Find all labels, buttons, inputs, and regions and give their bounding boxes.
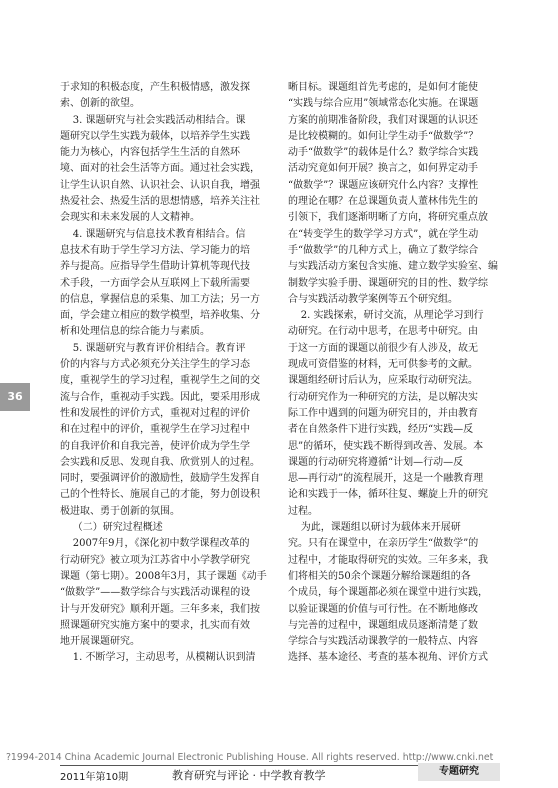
text-line: 题研究以学生实践为载体，以培养学生实践 [60,130,250,142]
text-line: 能力为核心，内容包括学生生活的自然环 [60,147,240,159]
text-line: 思”的循环，使实践不断得到改善、发展。本 [288,440,484,452]
text-line: 过程。 [288,505,318,517]
text-line: 2007年9月，《深化初中数学课程改革的 [60,538,250,550]
text-line: （二）研究过程概述 [60,522,163,534]
text-line: 养与提高。应指导学生借助计算机等现代技 [60,261,250,273]
footer-issue: 2011年第10期 [60,772,129,783]
text-line: 极进取、勇于创新的氛围。 [60,505,180,517]
text-line: 和在过程中的评价，重视学生在学习过程中 [60,424,250,436]
text-line: 的自我评价和自我完善，使评价成为学生学 [60,440,250,452]
text-line: 者在自然条件下进行实践，经历“实践—反 [288,424,474,436]
text-line: 行动研究作为一种研究的方法，是以解决实 [288,391,478,403]
text-line: 过程中，才能取得研究的实效。三年多来，我 [288,554,488,566]
text-line: 在“转变学生的数学学习方式”，就在学生动 [288,228,479,240]
text-line: “做数学”？课题应该研究什么内容？支撑性 [288,179,479,191]
text-line: 4. 课题研究与信息技术教育相结合。信 [60,228,246,240]
text-line: 为此，课题组以研讨为载体来开展研 [288,522,461,534]
text-line: 境、面对的社会生活等方面。通过社会实践， [60,163,260,175]
section-tag: 专题研究 [418,763,500,781]
text-line: 动手“做数学”的载体是什么？数学综合实践 [288,147,479,159]
text-line: 课题（第七期）。2008年3月，其子课题《动手 [60,570,267,582]
text-line: 息技术有助于学生学习方法、学习能力的培 [60,244,250,256]
text-line: 1. 不断学习，主动思考，从模糊认识到清 [60,652,256,664]
text-line: 学综合与实践活动课教学的一般特点、内容 [288,636,478,648]
text-line: 性和发展性的评价方式，重视对过程的评价 [60,407,250,419]
text-line: 与实践活动方案包含实施、建立数学实验室、编 [288,261,498,273]
text-line: 索、创新的欲望。 [60,98,140,110]
text-line: 术手段，一方面学会从互联网上下载所需要 [60,277,250,289]
text-line: 课题的行动研究将遵循“计划—行动—反 [288,456,464,468]
text-line: 是比较模糊的。如何让学生动手“做数学”？ [288,130,479,142]
text-line: 论和实践于一体，循环往复、螺旋上升的研究 [288,489,488,501]
text-line: 引领下，我们逐渐明晰了方向，将研究重点放 [288,212,488,224]
text-line: 动研究。在行动中思考，在思考中研究。由 [288,326,478,338]
text-line: 2. 实践探索，研讨交流，从理论学习到行 [288,310,484,322]
text-line: 己的个性特长、施展自己的才能，努力创设积 [60,489,260,501]
text-line: 合与实践活动教学案例等五个研究组。 [288,293,458,305]
text-line: 制数学实验手册、课题研究的目的性、数学综 [288,277,488,289]
page-number-tab: 36 [0,383,30,411]
text-line: 让学生认识自然、认识社会、认识自我，增强 [60,179,260,191]
footer-journal-title: 教育研究与评论 · 中学教育教学 [172,769,326,782]
text-line: 以验证课题的价值与可行性。在不断地修改 [288,603,478,615]
text-line: 选择、基本途径、考查的基本视角、评价方式 [288,652,488,664]
text-line: 思—再行动”的流程展开，这是一个融教育理 [288,473,484,485]
copyright-line: ?1994-2014 China Academic Journal Electronic Publishing House. All rights reserved. http://www.cnki.net [6,752,494,763]
text-line: 会现实和未来发展的人文精神。 [60,212,200,224]
text-line: 方案的前期准备阶段，我们对课题的认识还 [288,114,478,126]
text-line: 价的内容与方式必须充分关注学生的学习态 [60,359,250,371]
text-line: 个成员，每个课题都必须在课堂中进行实践， [288,587,488,599]
text-line: 行动研究》被立项为江苏省中小学教学研究 [60,554,250,566]
text-line: 于求知的积极态度，产生积极情感，激发探 [60,82,250,93]
text-line: 活动究竟如何开展？换言之，如何界定动手 [288,163,478,175]
text-line: 地开展课题研究。 [60,636,140,648]
text-line: 的信息，掌握信息的采集、加工方法；另一方 [60,293,260,305]
text-line: “做数学”——数学综合与实践活动课程的设 [60,587,251,599]
text-line: 5. 课题研究与教育评价相结合。教育评 [60,342,246,354]
left-text-column [60,80,272,667]
text-line: 晰目标。课题组首先考虑的，是如何才能使 [288,82,478,93]
text-line: 课题组经研讨后认为，应采取行动研究法。 [288,375,478,387]
text-line: 的理论在哪？在总课题负责人董林伟先生的 [288,196,478,208]
text-line: 与完善的过程中，课题组成员逐渐清楚了数 [288,619,478,631]
text-line: 照课题研究实施方案中的要求，扎实而有效 [60,619,250,631]
text-line: 热爱社会、热爱生活的思想情感，培养关注社 [60,196,260,208]
text-line: 流与合作，重视动手实践。因此，要采用形成 [60,391,260,403]
text-line: 究。只有在课堂中，在亲历学生“做数学”的 [288,538,479,550]
text-line: “实践与综合应用”领域常态化实施。在课题 [288,98,479,110]
text-line: 于这一方面的课题以前很少有人涉及，故无 [288,342,478,354]
text-line: 们将相关的50余个课题分解给课题组的各 [288,570,471,582]
text-line: 际工作中遇到的问题为研究目的，并由教育 [288,407,478,419]
text-line: 析和处理信息的综合能力与素质。 [60,326,210,338]
text-line: 手“做数学”的几种方式上，确立了数学综合 [288,244,479,256]
text-line: 会实践和反思、发现自我、欣赏别人的过程。 [60,456,260,468]
text-line: 同时，要强调评价的激励性，鼓励学生发挥自 [60,473,260,485]
text-line: 3. 课题研究与社会实践活动相结合。课 [60,114,246,126]
text-line: 现成可资借鉴的材料，无可供参考的文献。 [288,359,478,371]
right-text-column [288,80,500,667]
text-line: 度，重视学生的学习过程，重视学生之间的交 [60,375,260,387]
text-line: 面，学会建立相应的数学模型，培养收集、分 [60,310,260,322]
text-line: 计与开发研究》顺利开题。三年多来，我们按 [60,603,260,615]
